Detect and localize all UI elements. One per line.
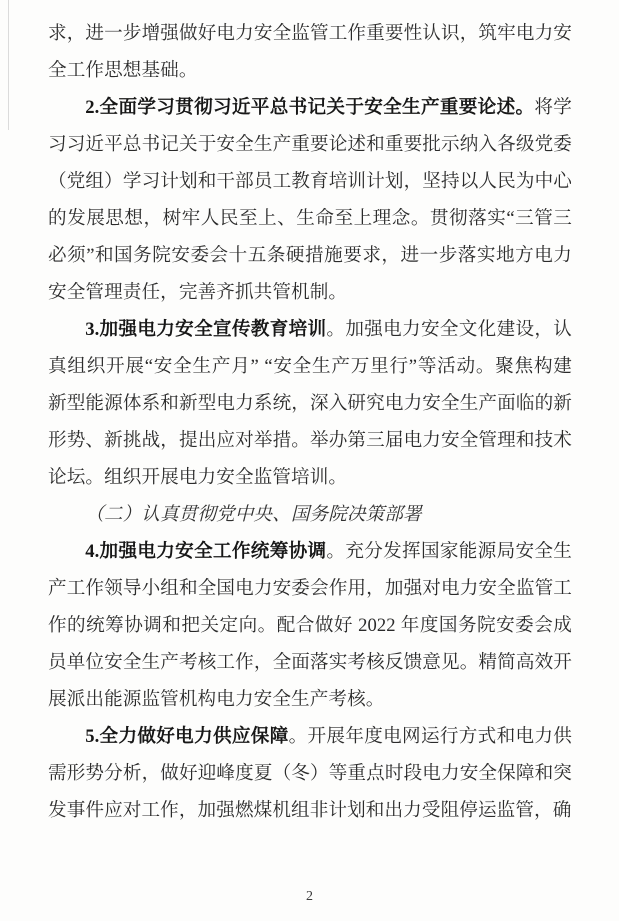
scan-artifact-line bbox=[8, 0, 9, 130]
paragraph-lead-heading: 3.加强电力安全宣传教育培训 bbox=[85, 319, 327, 340]
paragraph bbox=[48, 533, 572, 718]
paragraph bbox=[48, 15, 572, 89]
page-body bbox=[48, 15, 572, 829]
paragraph bbox=[48, 311, 572, 496]
section-subheading bbox=[48, 496, 572, 533]
page-number: 2 bbox=[306, 889, 313, 904]
paragraph bbox=[48, 89, 572, 311]
paragraph bbox=[48, 718, 572, 829]
paragraph-text: 。开展年度电网运行方式和电力供需形势分析，做好迎峰度夏（冬）等重点时段电力安全保障和突发事件应对工作，加强燃煤机组非计划和出力受阻停运监管，确 bbox=[48, 726, 572, 821]
paragraph-text: 。充分发挥国家能源局安全生产工作领导小组和全国电力安委会作用，加强对电力安全监管工作的统筹协调和把关定向。配合做好 2022 年度国务院安委会成员单位安全生产考核工作，全面落实考核反馈意见。精简高效开展派出能源监管机构电力安全生产考核。 bbox=[48, 541, 572, 710]
paragraph-lead-heading: 2.全面学习贯彻习近平总书记关于安全生产重要论述。 bbox=[85, 97, 535, 118]
paragraph-lead-heading: 5.全力做好电力供应保障 bbox=[85, 726, 289, 747]
paragraph-text: （二）认真贯彻党中央、国务院决策部署 bbox=[85, 504, 422, 525]
paragraph-lead-heading: 4.加强电力安全工作统筹协调 bbox=[85, 541, 327, 562]
paragraph-text: 。加强电力安全文化建设，认真组织开展“安全生产月” “安全生产万里行”等活动。聚焦构建新型能源体系和新型电力系统，深入研究电力安全生产面临的新形势、新挑战，提出应对举措。举办第三届电力安全管理和技术论坛。组织开展电力安全监管培训。 bbox=[48, 319, 572, 488]
paragraph-text: 将学习习近平总书记关于安全生产重要论述和重要批示纳入各级党委（党组）学习计划和干部员工教育培训计划，坚持以人民为中心的发展思想，树牢人民至上、生命至上理念。贯彻落实“三管三必须”和国务院安委会十五条硬措施要求，进一步落实地方电力安全管理责任，完善齐抓共管机制。 bbox=[48, 97, 572, 303]
paragraph-text: 求，进一步增强做好电力安全监管工作重要性认识，筑牢电力安全工作思想基础。 bbox=[48, 23, 572, 81]
